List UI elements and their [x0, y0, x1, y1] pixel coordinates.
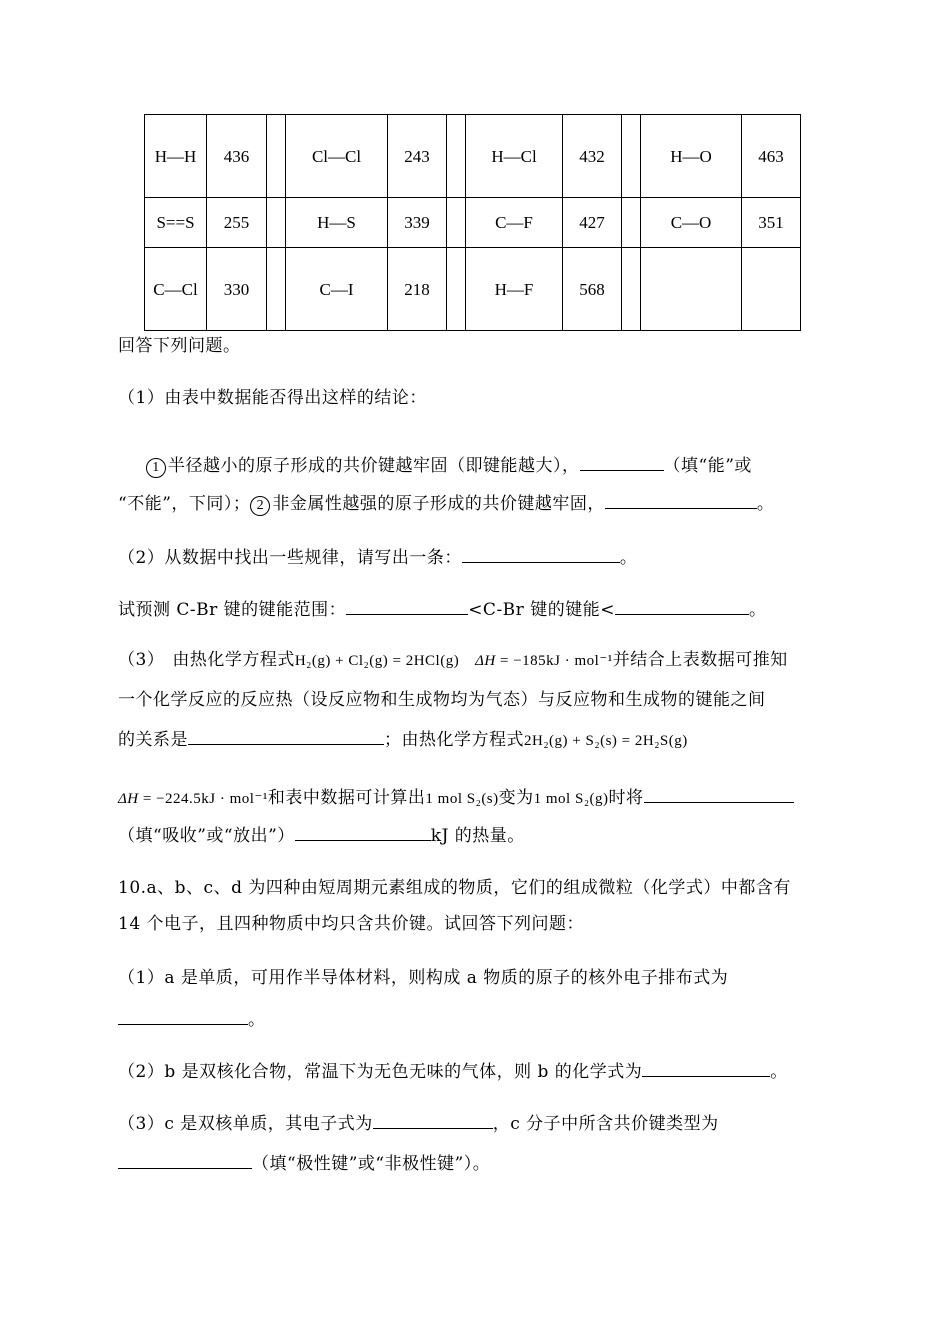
question-2-text: （2）从数据中找出一些规律，请写出一条：	[118, 548, 462, 568]
answer-blank[interactable]	[642, 1058, 770, 1077]
predict-head: 试预测 C-Br 键的键能范围：	[118, 600, 347, 620]
equation-1: H₂(g) + Cl₂(g) = 2HCl(g)	[294, 653, 460, 669]
answer-blank[interactable]	[118, 1150, 252, 1169]
table-cell-bond: H—O	[641, 115, 742, 198]
question-3-line-2: 一个化学反应的反应热（设反应物和生成物均为气态）与反应物和生成物的键能之间	[118, 690, 766, 710]
table-gap	[447, 198, 466, 248]
question-3-line-4-b: 变为	[498, 788, 534, 808]
table-gap	[267, 248, 286, 331]
table-cell-value: 427	[563, 198, 622, 248]
period: 。	[619, 548, 638, 568]
question-2	[118, 544, 637, 570]
table-row	[145, 248, 801, 331]
question-1-intro: （1）由表中数据能否得出这样的结论：	[118, 388, 427, 408]
question-1-part-1-text: 半径越小的原子形成的共价键越牢固（即键能越大），	[168, 456, 580, 476]
question-1-part-1	[146, 452, 752, 478]
predict-mid: <C-Br 键的键能<	[468, 600, 615, 620]
table-cell-value: 568	[563, 248, 622, 331]
question-10-2	[118, 1058, 788, 1084]
table-cell-bond: H—S	[286, 198, 388, 248]
question-10-3-head: （3）c 是双核单质，其电子式为	[118, 1114, 373, 1134]
table-cell-bond: C—Cl	[145, 248, 207, 331]
bond-energy-table	[144, 114, 801, 331]
question-3-head: （3）	[118, 650, 165, 670]
question-3-line-4-a: 和表中数据可计算出	[267, 788, 426, 808]
question-10-3-mid: ，c 分子中所含共价键类型为	[492, 1114, 719, 1134]
delta-h-symbol: ΔH	[118, 791, 139, 807]
question-1-part-1-tail: （填“能”或	[663, 456, 752, 476]
table-gap	[267, 115, 286, 198]
answer-blank[interactable]	[605, 490, 757, 509]
answer-blank[interactable]	[188, 726, 384, 745]
table-cell-bond: S==S	[145, 198, 207, 248]
table-cell-bond: Cl—Cl	[286, 115, 388, 198]
equation-2: 2H₂(g) + S₂(s) = 2H₂S(g)	[524, 733, 688, 749]
table-gap	[447, 115, 466, 198]
table-gap	[447, 248, 466, 331]
question-3-line-5	[118, 822, 525, 848]
question-1-part-2	[118, 490, 774, 516]
question-3-line-3-mid: ；由热化学方程式	[384, 730, 524, 750]
table-cell-value: 243	[388, 115, 447, 198]
question-3-line-3	[118, 726, 688, 753]
period: 。	[770, 1062, 788, 1082]
period: 。	[248, 1010, 266, 1030]
answer-blank[interactable]	[462, 544, 620, 563]
delta-h-value: = −185kJ · mol⁻¹	[495, 653, 613, 669]
table-cell-bond: C—I	[286, 248, 388, 331]
table-cell-bond: C—O	[641, 198, 742, 248]
question-3-line-3-head: 的关系是	[118, 730, 188, 750]
table-cell-value: 339	[388, 198, 447, 248]
question-10-2-text: （2）b 是双核化合物，常温下为无色无味的气体，则 b 的化学式为	[118, 1062, 643, 1082]
answer-blank[interactable]	[580, 452, 664, 471]
s2-gas: 1 mol S₂(g)	[533, 791, 609, 807]
table-row	[145, 198, 801, 248]
table-cell-value: 436	[207, 115, 267, 198]
answer-blank[interactable]	[615, 596, 749, 615]
table-cell-value: 463	[742, 115, 801, 198]
table-cell-value: 218	[388, 248, 447, 331]
table-cell-value: 330	[207, 248, 267, 331]
question-10-3-tail: （填“极性键”或“非极性键”）。	[252, 1154, 491, 1174]
question-3-line-5-tail: kJ 的热量。	[430, 826, 525, 846]
table-cell-bond: H—H	[145, 115, 207, 198]
answer-blank[interactable]	[346, 596, 468, 615]
period: 。	[756, 494, 775, 514]
table-cell-value: 351	[742, 198, 801, 248]
predict-line	[118, 596, 766, 622]
table-gap	[622, 198, 641, 248]
period: 。	[748, 600, 767, 620]
question-3-a: 由热化学方程式	[172, 650, 295, 670]
question-3-line-5-head: （填“吸收”或“放出”）	[118, 826, 295, 846]
answer-intro: 回答下列问题。	[118, 336, 241, 356]
question-3-line-4-c: 时将	[608, 788, 644, 808]
delta-h-value: = −224.5kJ · mol⁻¹	[138, 791, 268, 807]
table-cell-bond	[641, 248, 742, 331]
question-1-part-2-text: 非金属性越强的原子形成的共价键越牢固，	[272, 494, 605, 514]
question-3-b: 并结合上表数据可推知	[612, 650, 788, 670]
table-gap	[622, 248, 641, 331]
question-3-line-4	[118, 784, 794, 811]
table-cell-bond: H—Cl	[466, 115, 563, 198]
question-10-3-line-2	[118, 1150, 490, 1176]
table-cell-value	[742, 248, 801, 331]
answer-blank[interactable]	[118, 1006, 248, 1025]
circled-number-1: 1	[146, 458, 166, 478]
table-cell-value: 255	[207, 198, 267, 248]
delta-h-symbol: ΔH	[475, 653, 496, 669]
question-10-line-1: 10.a、b、c、d 为四种由短周期元素组成的物质，它们的组成微粒（化学式）中都含有	[118, 878, 791, 898]
table-row	[145, 115, 801, 198]
table-gap	[622, 115, 641, 198]
answer-blank[interactable]	[295, 822, 431, 841]
s2-solid: 1 mol S₂(s)	[425, 791, 499, 807]
question-10-line-2: 14 个电子，且四种物质中均只含共价键。试回答下列问题：	[118, 914, 585, 934]
table-cell-bond: C—F	[466, 198, 563, 248]
table-gap	[267, 198, 286, 248]
question-10-3	[118, 1110, 719, 1136]
question-10-1-answer	[118, 1006, 266, 1032]
table-cell-value: 432	[563, 115, 622, 198]
table-cell-bond: H—F	[466, 248, 563, 331]
question-10-1: （1）a 是单质，可用作半导体材料，则构成 a 物质的原子的核外电子排布式为	[118, 968, 729, 988]
answer-blank[interactable]	[373, 1110, 493, 1129]
circled-number-2: 2	[250, 496, 270, 516]
question-3-line-1	[118, 648, 788, 673]
answer-blank[interactable]	[644, 784, 794, 803]
question-1-part-2-head: “不能”，下同）；	[118, 494, 251, 514]
